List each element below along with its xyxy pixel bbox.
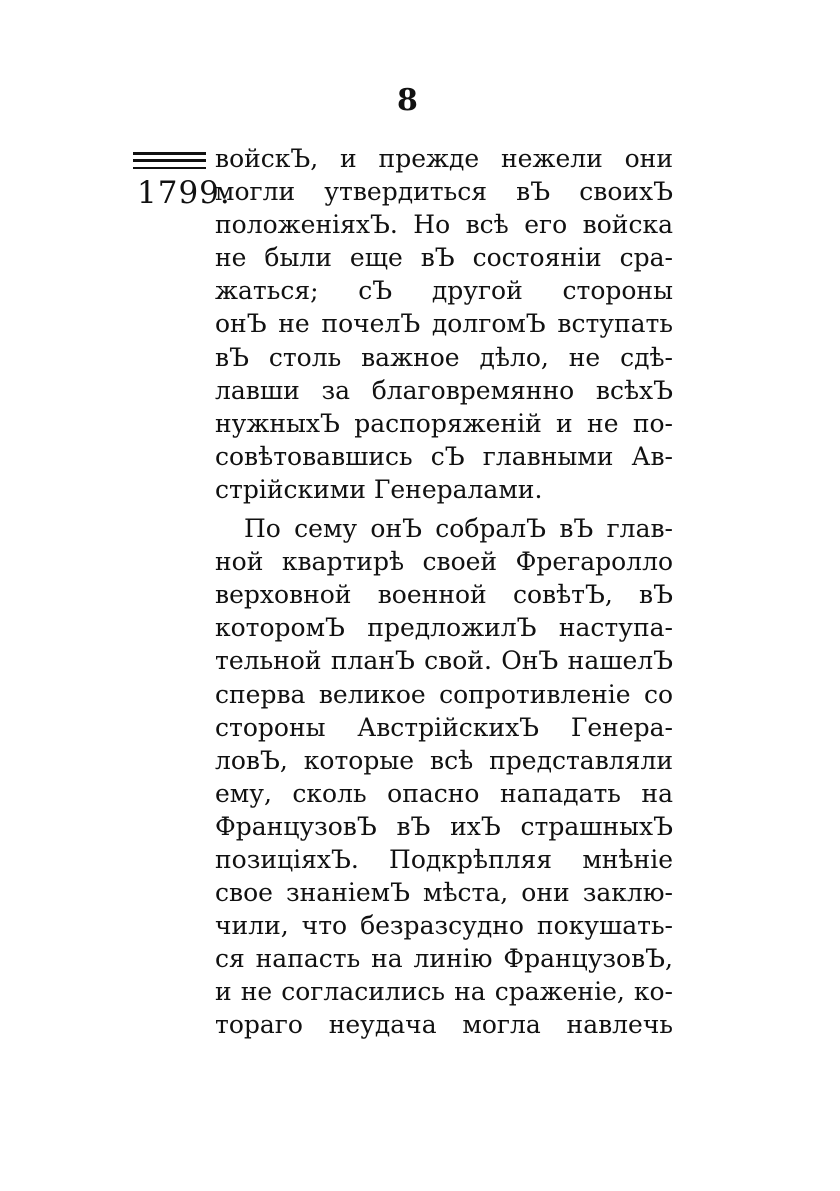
paragraph-1 (215, 142, 673, 506)
text-line: ловЪ, которые всѣ представляли (215, 745, 673, 775)
text-line: вЪ столь важное дѣло, не сдѣ- (215, 342, 673, 372)
text-line: тораго неудача могла навлечь (215, 1010, 673, 1040)
text-line: ся напасть на линiю ФранцузовЪ, (215, 944, 673, 974)
text-line: чили, что безразсудно покушать- (215, 911, 673, 941)
text-line: не были еще вЪ состоянiи сра- (215, 243, 673, 273)
text-line: и не согласились на сраженiе, ко- (215, 977, 673, 1007)
text-line: могли утвердиться вЪ своихЪ (215, 177, 673, 207)
text-line: позицiяхЪ. Подкрѣпляя мнѣнiе (215, 844, 673, 874)
text-line: нужныхЪ распоряженiй и не по- (215, 408, 673, 438)
text-line: лавши за благовремянно всѣхЪ (215, 375, 673, 405)
text-line: ему, сколь опасно нападать на (215, 778, 673, 808)
text-line: жаться; сЪ другой стороны (215, 276, 673, 306)
text-line: сперва великое сопротивленiе со (215, 679, 673, 709)
page-number: 8 (397, 83, 418, 118)
margin-ornament-rule (133, 152, 206, 155)
text-line: ной квартирѣ своей Фрегаролло (215, 547, 673, 577)
margin-ornament-rule (133, 159, 206, 162)
margin-ornament-rule (133, 167, 206, 169)
text-line: верховной военной совѣтЪ, вЪ (215, 580, 673, 610)
text-line: По сему онЪ собралЪ вЪ глав- (244, 514, 673, 544)
body-text (215, 142, 673, 1042)
margin-year: 1799. (137, 175, 231, 211)
text-line: войскЪ, и прежде нежели они (215, 144, 673, 173)
paragraph-2 (215, 512, 673, 1042)
text-line: положенiяхЪ. Но всѣ его войска (215, 210, 673, 240)
text-line: которомЪ предложилЪ наступа- (215, 613, 673, 643)
text-line: свое знанiемЪ мѣста, они заклю- (215, 878, 673, 908)
text-line: совѣтовавшись сЪ главными Ав- (215, 441, 673, 471)
text-line: тельной планЪ свой. ОнЪ нашелЪ (215, 646, 673, 676)
text-line: онЪ не почелЪ долгомЪ вступать (215, 309, 673, 339)
text-line: стороны АвстрiйскихЪ Генера- (215, 712, 673, 742)
text-line: ФранцузовЪ вЪ ихЪ страшныхЪ (215, 811, 673, 841)
text-line: стрiйскими Генералами. (215, 474, 543, 504)
